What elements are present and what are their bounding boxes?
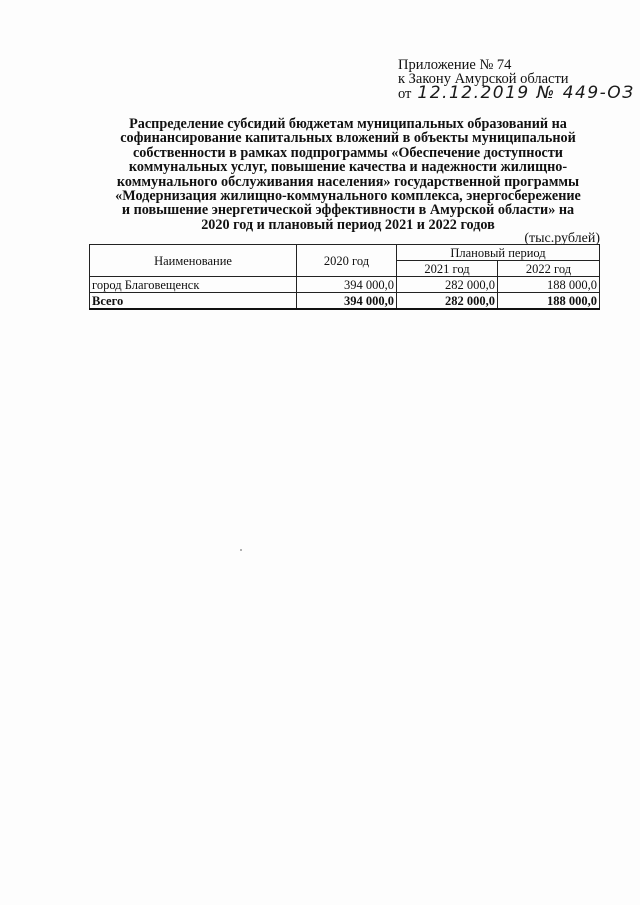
title-line: коммунального обслуживания населения» государственной программы <box>116 173 580 190</box>
scan-speck <box>240 549 242 551</box>
title-line: Распределение субсидий бюджетам муниципальных образований на <box>129 116 567 132</box>
document-title <box>88 117 608 232</box>
units-label: (тыс.рублей) <box>524 231 600 246</box>
attachment-date-line <box>398 83 635 103</box>
title-line: софинансирование капитальных вложений в объекты муниципальной <box>120 130 576 147</box>
row-value-2020: 394 000,0 <box>297 277 397 293</box>
total-name: Всего <box>90 293 297 310</box>
title-line: собственности в рамках подпрограммы «Обеспечение доступности <box>132 144 563 161</box>
attachment-number: Приложение № 74 <box>398 57 512 73</box>
title-line: и повышение энергетической эффективности в Амурской области» на <box>121 202 575 219</box>
attachment-law: к Закону Амурской области <box>398 71 569 87</box>
table-total-row <box>90 293 600 310</box>
title-line: 2020 год и плановый период 2021 и 2022 годов <box>201 216 495 233</box>
row-value-2021: 282 000,0 <box>397 277 498 293</box>
header-name: Наименование <box>90 245 297 277</box>
handwritten-date-number: 12.12.2019 № 449-ОЗ <box>417 83 635 103</box>
header-2021: 2021 год <box>397 261 498 277</box>
subsidy-table <box>89 244 600 310</box>
header-2022: 2022 год <box>498 261 600 277</box>
total-value-2022: 188 000,0 <box>498 293 600 310</box>
title-line: «Модернизация жилищно-коммунального комплекса, энергосбережение <box>115 188 581 205</box>
header-planned-period: Плановый период <box>397 245 600 261</box>
table-header-row <box>90 245 600 261</box>
total-value-2020: 394 000,0 <box>297 293 397 310</box>
row-value-2022: 188 000,0 <box>498 277 600 293</box>
header-2020: 2020 год <box>297 245 397 277</box>
attachment-date-prefix: от <box>398 86 412 102</box>
total-value-2021: 282 000,0 <box>397 293 498 310</box>
table-row <box>90 277 600 293</box>
attachment-header <box>398 58 635 101</box>
title-line: коммунальных услуг, повышение качества и надежности жилищно- <box>128 159 568 176</box>
row-name: город Благовещенск <box>90 277 297 293</box>
